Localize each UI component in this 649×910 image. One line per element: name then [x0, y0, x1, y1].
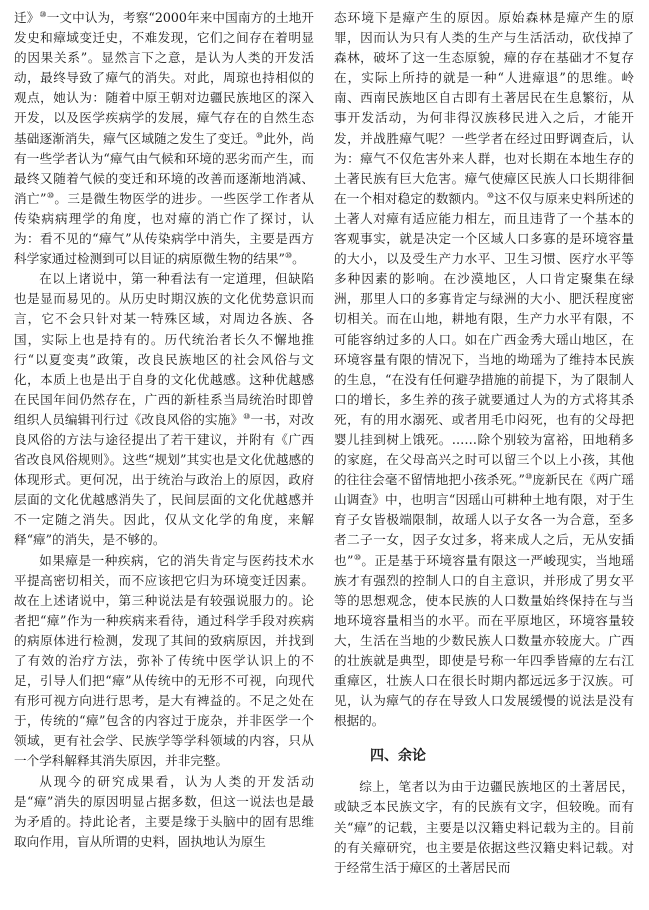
section-heading: 四、余论: [370, 748, 426, 765]
footnote-marker: ⑩: [284, 250, 293, 260]
paragraph: 综上，笔者以为由于边疆民族地区的土著居民，或缺乏本民族文字，有的民族有文字，但较晚。而有关“瘴”的记载，主要是以汉籍史料记载为主的。目前的有关瘴研究，也主要是依据这些汉籍史料记载。对于经常生活于瘴区的土著居民而: [334, 779, 634, 875]
footnote-marker: ⑩: [524, 471, 533, 481]
footnote-marker: ⑩: [353, 552, 362, 562]
right-column: [334, 8, 634, 878]
paragraph: 如果瘴是一种疾病，它的消失肯定与医药技术水平提高密切相关，而不应该把它归为环境变迁因素。故在上述诸说中，第三种说法是有较强说服力的。论者把“瘴”作为一种疾病来看待，通过科学手段对疾病的病原体进行检测，发现了其间的致病原因，并找到了有效的治疗方法，弥补了传统中医学认识上的不足，引导人们把“瘴”从传统中的无形不可视，向现代有形可视方向进行思考，是大有裨益的。不足之处在于，传统的“瘴”包含的内容过于庞杂，并非医学一个领域，更有社会学、民族学等学科领域的内容，只从一个学科解释其消失原因，并非完整。: [14, 552, 314, 769]
paragraph: 迁》⑩一文中认为，考察“2000年来中国南方的土地开发史和瘴域变迁史，不难发现，它们之间存在着明显的因果关系”。显然言下之意，是认为人类的开发活动，最终导致了瘴气的消失。对此，周琼也持相似的观点，她认为：随着中原王朝对边疆民族地区的深入开发，以及医学疾病学的发展，瘴气存在的自然生态基础逐渐消失，瘴气区域随之发生了变迁。⑩此外，尚有一些学者认为“瘴气由气候和环境的恶劣而产生，而最终又随着气候的变迁和环境的改善而逐渐地消减、消亡”⑩。三是微生物医学的进步。一些医学工作者从传染病病理学的角度，也对瘴的消亡作了探讨，认为：看不见的“瘴气”从传染病学中消失，主要是西方科学家通过检测到可以目证的病原微生物的结果”⑩。: [14, 9, 315, 267]
footnote-marker: ⑩: [39, 9, 47, 19]
footnote-marker: ⑩: [486, 190, 495, 200]
paragraph: 在以上诸说中，第一种看法有一定道理，但缺陷也是显而易见的。从历史时期汉族的文化优势意识而言，它不会只针对某一特殊区域，对周边各族、各国，实际上也是持有的。历代统治者长久不懈地推行“以夏变夷”政策，改良民族地区的社会风俗与文化，本质上也是出于自身的文化优越感。这种优越感在民国年间仍然存在，广西的新桂系当局统治时即曾组织人员编辑刊行过《改良风俗的实施》⑩一书，对改良风俗的方法与途径提出了若干建议，并附有《广西省改良风俗规则》。这些“规划”其实也是文化优越感的体现形式。更何况，出于统治与政治上的原因，政府层面的文化优越感消失了，民间层面的文化优越感并不一定随之消失。因此，仅从文化学的角度，来解释“瘴”的消失，是不够的。: [14, 271, 315, 548]
paragraph: 从现今的研究成果看，认为人类的开发活动是“瘴”消失的原因明显占据多数，但这一说法也是最为矛盾的。持此论者，主要是缘于头脑中的固有思维取向作用，盲从所谓的史料，固执地认为原生: [14, 773, 314, 849]
left-column: [14, 8, 314, 852]
paragraph: 态环境下是瘴产生的原因。原始森林是瘴产生的原罪，因而认为只有人类的生产与生活活动，砍伐掉了森林，破坏了这一生态原貌，瘴的存在基础才不复存在，实际上所持的就是一种“人进瘴退”的思维。岭南、西南民族地区自古即有土著居民在生息繁衍，从事开发活动，为何非得汉族移民进入之后，才能开发，并战胜瘴气呢？一些学者在经过田野调查后，认为：瘴气不仅危害外来人群，也对长期在本地生存的土著民族有巨大危害。瘴气使瘴区民族人口长期徘徊在一个相对稳定的数额内。⑩这不仅与原来史料所述的土著人对瘴有适应能力相左，而且违背了一个基本的客观事实，就是决定一个区域人口多寡的是环境容量的大小，以及受生产力水平、卫生习惯、医疗水平等多种因素的影响。在沙漠地区，人口肯定聚集在绿洲，那里人口的多寡肯定与绿洲的大小、肥沃程度密切相关。而在山地，耕地有限，生产力水平有限，不可能容纳过多的人口。如在广西金秀大瑶山地区，在环境容量有限的情况下，当地的坳瑶为了维持本民族的生息，“在没有任何避孕措施的前提下，为了限制人口的增长，多生养的孩子就要通过人为的方式将其杀死，有的用水溺死、或者用毛巾闷死，也有的父母把婴儿挂到树上饿死。……除个别较为富裕，田地稍多的家庭，在父母高兴之时可以留三个以上小孩，其他的往往会毫不留情地把小孩杀死。”⑩庞新民在《两广瑶山调查》中，也明言“因瑶山可耕种土地有限，对于生育子女皆极端限制，故瑶人以子女各一为合意，至多者二子一女，因子女过多，将来成人之后，无从安插也”⑩。正是基于环境容量有限这一严峻现实，当地瑶族才有强烈的控制人口的自主意识，并形成了男女平等的思想观念，使本民族的人口数量始终保持在与当地环境容量相当的水平。而在平原地区，环境容量较大，生活在当地的少数民族人口数量亦较庞大。广西的壮族就是典型，即使是号称一年四季皆瘴的左右江重瘴区，壮族人口在很长时期内都远远多于汉族。可见，认为瘴气的存在导致人口发展缓慢的说法是没有根据的。: [334, 10, 635, 729]
footnote-marker: ⑩: [46, 190, 55, 200]
footnote-marker: ⑩: [255, 130, 264, 140]
footnote-marker: ⑩: [243, 411, 251, 421]
